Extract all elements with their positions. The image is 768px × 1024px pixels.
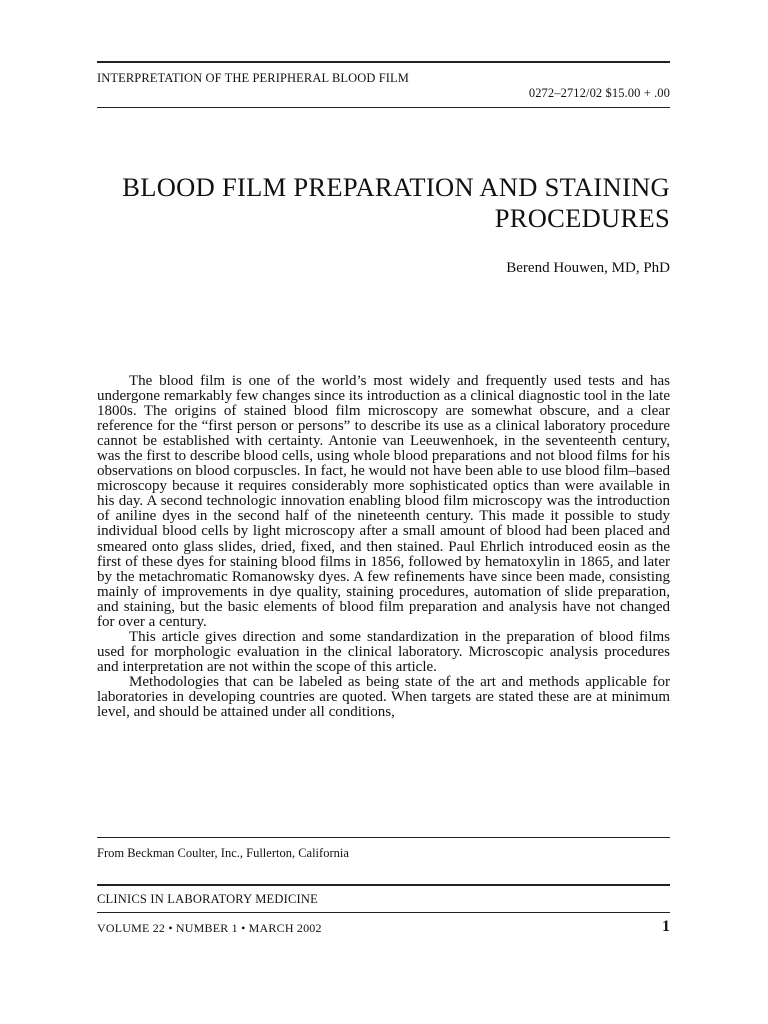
affiliation-footnote: From Beckman Coulter, Inc., Fullerton, California: [97, 846, 349, 860]
footnote-rule: [97, 837, 670, 838]
article-title: BLOOD FILM PREPARATION AND STAINING PROCEDURES: [122, 172, 670, 233]
header-bottom-rule: [97, 107, 670, 108]
body-paragraph: Methodologies that can be labeled as being state of the art and methods applicable for laboratories in developing countries are quoted. When targets are stated these are at minimum level, and should be attained under all conditions,: [97, 673, 670, 721]
body-paragraph: The blood film is one of the world’s most widely and frequently used tests and has undergone remarkably few changes since its introduction as a clinical diagnostic tool in the late 1800s. The origins of stained blood film microscopy are somewhat obscure, and a clear reference for the “first person or persons” to describe its use as a clinical laboratory procedure cannot be established with certainty. Antonie van Leeuwenhoek, in the seventeenth century, was the first to describe blood cells, using whole blood preparations and not blood films for his observations on blood corpuscles. In fact, he would not have been able to use blood film–based microscopy because it requires considerably more sophisticated optics than were available in his day. A second technologic innovation enabling blood film microscopy was the introduction of aniline dyes in the second half of the nineteenth century. This made it possible to study individual blood cells by light microscopy after a small amount of blood had been placed and smeared onto glass slides, dried, fixed, and then stained. Paul Ehrlich introduced eosin as the first of these dyes for staining blood films in 1856, followed by hematoxylin in 1865, and later by the metachromatic Romanowsky dyes. A few refinements have since been made, consisting mainly of improvements in dye quality, staining procedures, automation of slide preparation, and staining, but the basic elements of blood film preparation and analysis have not changed for over a century.: [97, 373, 670, 630]
page-number: 1: [662, 918, 670, 935]
volume-line: VOLUME 22 • NUMBER 1 • MARCH 2002: [97, 921, 322, 935]
header-top-rule: [97, 61, 670, 63]
journal-bottom-rule: [97, 912, 670, 913]
journal-top-rule: [97, 884, 670, 886]
body-paragraph: This article gives direction and some standardization in the preparation of blood films used for morphologic evaluation in the clinical laboratory. Microscopic analysis procedures and interpretation are not within the scope of this article.: [97, 628, 670, 675]
article-body: [97, 374, 670, 720]
journal-name: CLINICS IN LABORATORY MEDICINE: [97, 892, 318, 906]
running-head-price-code: 0272–2712/02 $15.00 + .00: [528, 86, 670, 100]
article-author: Berend Houwen, MD, PhD: [506, 260, 670, 276]
running-head: [97, 71, 670, 100]
running-head-title: INTERPRETATION OF THE PERIPHERAL BLOOD FILM: [97, 71, 409, 85]
